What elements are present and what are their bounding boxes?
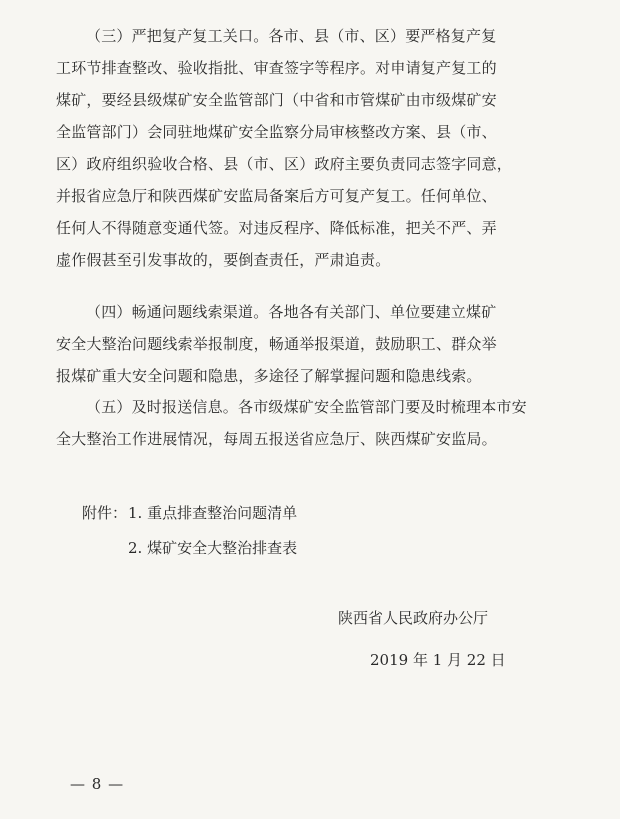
text-line: 并报省应急厅和陕西煤矿安监局备案后方可复产复工。任何单位、	[56, 187, 497, 205]
text-line: 工环节排查整改、验收指批、审查签字等程序。对申请复产复工的	[56, 59, 497, 77]
paragraph-resume-production	[56, 20, 576, 276]
issue-date: 2019 年 1 月 22 日	[370, 651, 506, 669]
text-line: （五）及时报送信息。各市级煤矿安全监管部门要及时梳理本市安	[86, 398, 527, 416]
page-number: — 8 —	[70, 775, 125, 793]
attachment-item: 1. 重点排查整治问题清单	[128, 504, 298, 522]
issuing-organization: 陕西省人民政府办公厅	[338, 609, 489, 627]
paragraph-report-info	[56, 391, 576, 455]
text-line: 虚作假甚至引发事故的，要倒查责任，严肃追责。	[56, 251, 391, 269]
attachments-label: 附件：	[82, 504, 128, 522]
text-line: （四）畅通问题线索渠道。各地各有关部门、单位要建立煤矿	[86, 303, 497, 321]
text-line: 煤矿，要经县级煤矿安全监管部门（中省和市管煤矿由市级煤矿安	[56, 91, 497, 109]
text-line: （三）严把复产复工关口。各市、县（市、区）要严格复产复	[86, 27, 497, 45]
text-line: 全监管部门）会同驻地煤矿安全监察分局审核整改方案、县（市、	[56, 123, 497, 141]
paragraph-clue-channels	[56, 296, 576, 392]
text-line: 全大整治工作进展情况，每周五报送省应急厅、陕西煤矿安监局。	[56, 430, 497, 448]
attachment-item: 2. 煤矿安全大整治排查表	[128, 539, 298, 557]
text-line: 任何人不得随意变通代签。对违反程序、降低标准，把关不严、弄	[56, 219, 497, 237]
text-line: 报煤矿重大安全问题和隐患，多途径了解掌握问题和隐患线索。	[56, 367, 482, 385]
text-line: 区）政府组织验收合格、县（市、区）政府主要负责同志签字同意，	[56, 155, 513, 173]
text-line: 安全大整治问题线索举报制度，畅通举报渠道，鼓励职工、群众举	[56, 335, 497, 353]
